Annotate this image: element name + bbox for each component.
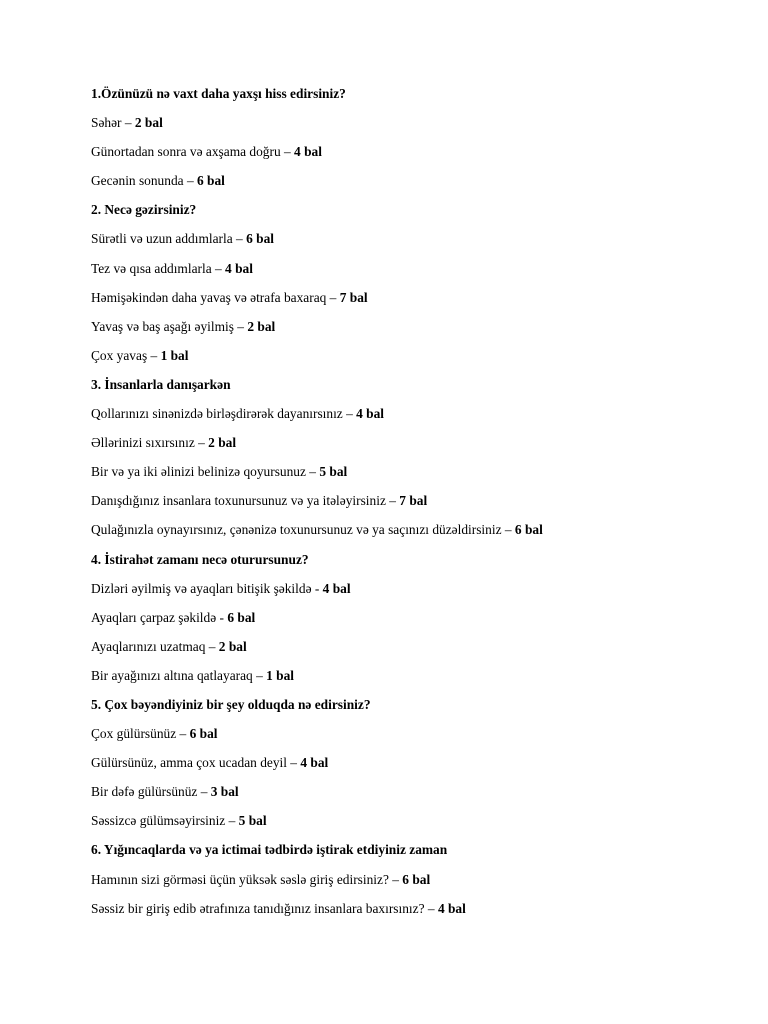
question-title: 4. İstirahət zamanı necə oturursunuz? xyxy=(91,551,309,567)
answer-points: 6 bal xyxy=(402,871,431,887)
answer-points: 7 bal xyxy=(339,289,368,305)
answer-points: 6 bal xyxy=(246,231,274,247)
answer-line xyxy=(91,171,731,200)
answer-text: Sürətli və uzun addımlarla – xyxy=(91,231,247,247)
answer-text: Səssiz bir giriş edib ətrafınıza tanıdığınız insanlara baxırsınız? – xyxy=(91,900,438,916)
answer-points: 7 bal xyxy=(399,493,428,509)
answer-points: 5 bal xyxy=(238,813,267,829)
answer-line xyxy=(91,229,731,258)
answer-text: Gecənin sonunda – xyxy=(91,173,197,189)
question-title: 3. İnsanlarla danışarkən xyxy=(91,376,231,392)
answer-line xyxy=(91,753,731,782)
answer-points: 6 bal xyxy=(189,726,218,742)
answer-text: Hamının sizi görməsi üçün yüksək səslə giriş edirsiniz? – xyxy=(91,871,403,887)
answer-points: 2 bal xyxy=(247,318,276,334)
answer-text: Səssizcə gülümsəyirsiniz – xyxy=(91,813,239,829)
answer-points: 4 bal xyxy=(294,144,322,160)
answer-line xyxy=(91,666,731,695)
answer-points: 2 bal xyxy=(218,638,247,654)
answer-line xyxy=(91,491,731,520)
answer-text: Yavaş və baş aşağı əyilmiş – xyxy=(91,318,248,334)
answer-text: Çox gülürsünüz – xyxy=(91,726,190,742)
question-title: 6. Yığıncaqlarda və ya ictimai tədbirdə iştirak etdiyiniz zaman xyxy=(91,842,448,858)
answer-line xyxy=(91,404,731,433)
answer-line xyxy=(91,608,731,637)
document-page xyxy=(91,84,731,928)
answer-text: Ayaqlarınızı uzatmaq – xyxy=(91,638,219,654)
answer-text: Qulağınızla oynayırsınız, çənənizə toxunursunuz və ya saçınızı düzəldirsiniz – xyxy=(91,522,515,538)
answer-line xyxy=(91,811,731,840)
answer-points: 6 bal xyxy=(196,173,225,189)
answer-line xyxy=(91,433,731,462)
answer-line xyxy=(91,288,731,317)
answer-points: 4 bal xyxy=(322,580,351,596)
answer-points: 4 bal xyxy=(300,755,329,771)
answer-points: 3 bal xyxy=(210,784,239,800)
answer-points: 4 bal xyxy=(437,900,466,916)
answer-points: 2 bal xyxy=(208,435,237,451)
answer-line xyxy=(91,113,731,142)
answer-points: 6 bal xyxy=(514,522,543,538)
answer-line xyxy=(91,782,731,811)
answer-line xyxy=(91,462,731,491)
answer-line xyxy=(91,346,731,375)
answer-points: 2 bal xyxy=(134,115,163,131)
answer-line xyxy=(91,724,731,753)
answer-text: Əllərinizi sıxırsınız – xyxy=(91,435,209,451)
answer-line xyxy=(91,637,731,666)
answer-points: 4 bal xyxy=(225,260,253,276)
answer-line xyxy=(91,579,731,608)
answer-points: 5 bal xyxy=(319,464,348,480)
answer-line xyxy=(91,142,731,171)
answer-text: Ayaqları çarpaz şəkildə - xyxy=(91,609,228,625)
answer-line xyxy=(91,870,731,899)
answer-text: Tez və qısa addımlarla – xyxy=(91,260,226,276)
answer-points: 1 bal xyxy=(160,347,189,363)
answer-text: Həmişəkindən daha yavaş və ətrafa baxaraq – xyxy=(91,289,340,305)
answer-line xyxy=(91,317,731,346)
answer-text: Danışdığınız insanlara toxunursunuz və ya itələyirsiniz – xyxy=(91,493,400,509)
answer-line xyxy=(91,520,731,549)
answer-points: 6 bal xyxy=(227,609,256,625)
question-title: 1.Özünüzü nə vaxt daha yaxşı hiss edirsiniz? xyxy=(91,86,346,101)
question-title: 2. Necə gəzirsiniz? xyxy=(91,202,197,218)
answer-text: Səhər – xyxy=(91,115,135,131)
answer-text: Gülürsünüz, amma çox ucadan deyil – xyxy=(91,755,301,771)
answer-text: Dizləri əyilmiş və ayaqları bitişik şəkildə - xyxy=(91,580,323,596)
answer-points: 4 bal xyxy=(356,406,385,422)
answer-text: Bir və ya iki əlinizi belinizə qoyursunuz – xyxy=(91,464,320,480)
answer-text: Bir dəfə gülürsünüz – xyxy=(91,784,211,800)
question-title: 5. Çox bəyəndiyiniz bir şey olduqda nə edirsiniz? xyxy=(91,696,371,712)
answer-text: Çox yavaş – xyxy=(91,347,161,363)
answer-line xyxy=(91,899,731,928)
answer-text: Bir ayağınızı altına qatlayaraq – xyxy=(91,667,267,683)
answer-line xyxy=(91,259,731,288)
answer-points: 1 bal xyxy=(266,667,295,683)
answer-text: Qollarınızı sinənizdə birləşdirərək dayanırsınız – xyxy=(91,406,357,422)
answer-text: Günortadan sonra və axşama doğru – xyxy=(91,144,295,160)
